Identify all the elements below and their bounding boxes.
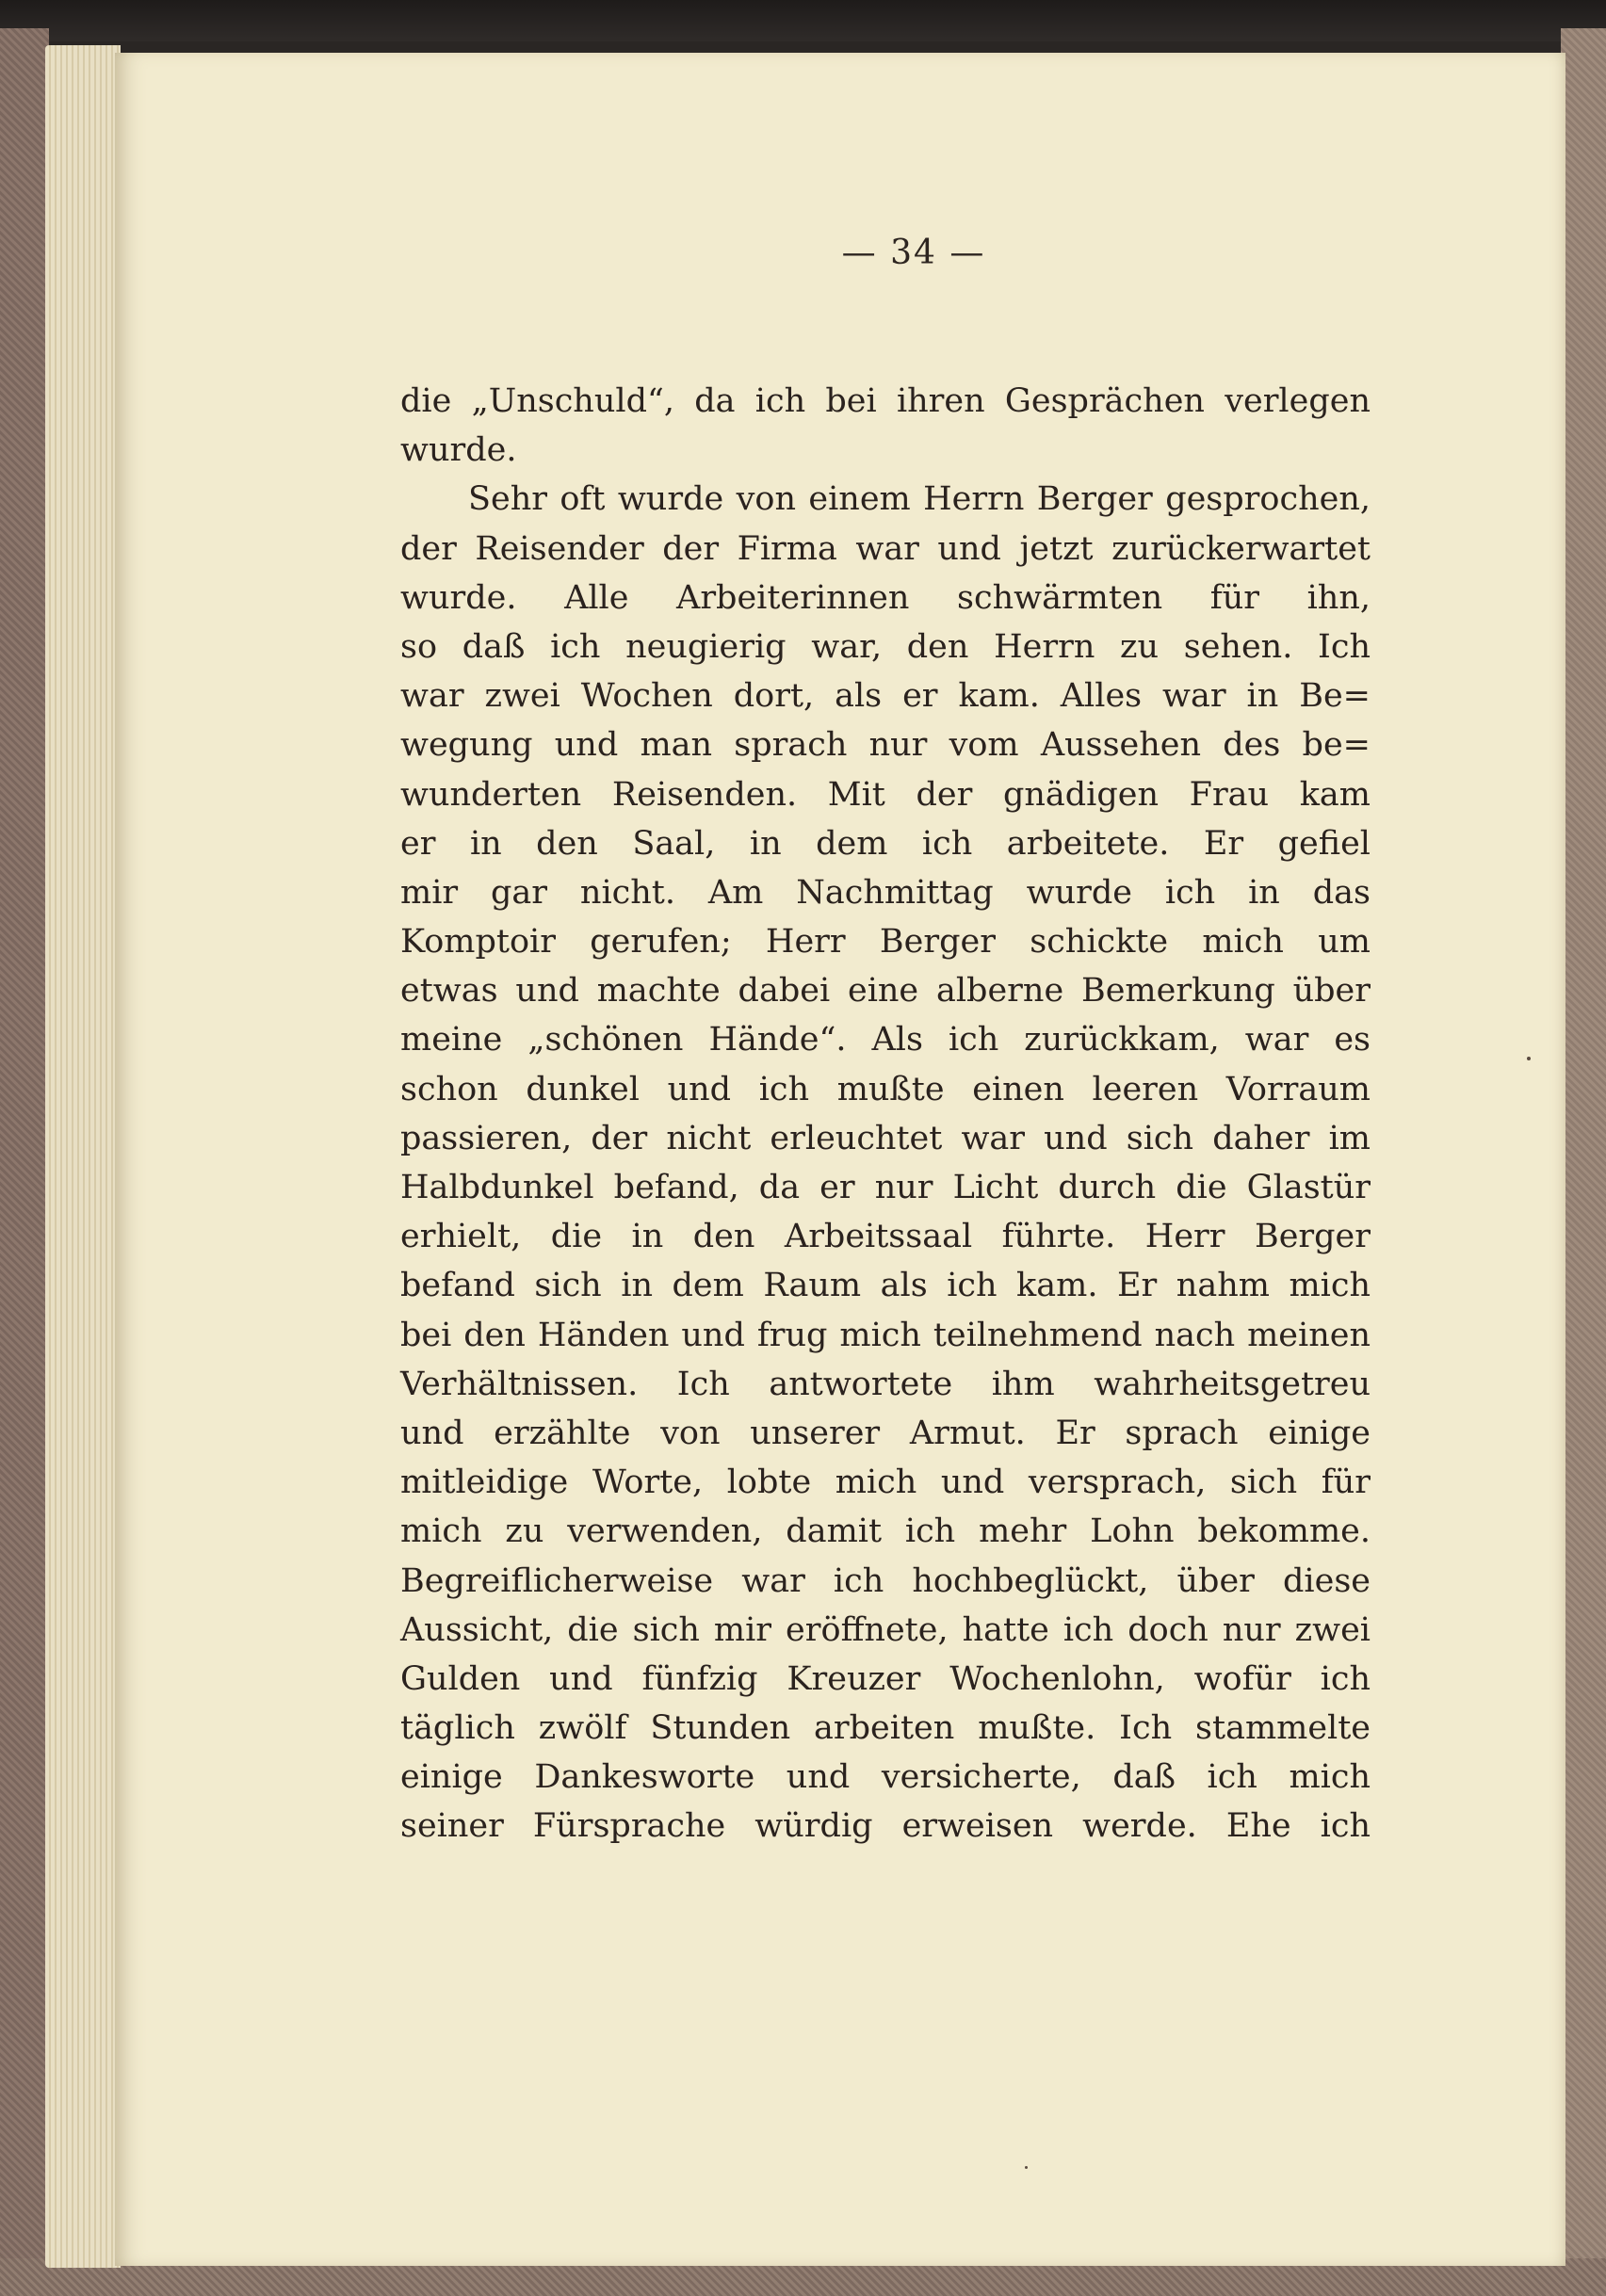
text-line: erhielt, die in den Arbeitssaal führte. Herr Berger [400,1218,1371,1256]
book-cover-right-edge [1561,28,1606,2296]
text-line: mitleidige Worte, lobte mich und versprach, sich für [400,1463,1371,1502]
text-line: und erzählte von unserer Armut. Er sprach einige [400,1414,1371,1452]
text-line: Aussicht, die sich mir eröffnete, hatte ich doch nur zwei [400,1610,1371,1649]
text-line: mir gar nicht. Am Nachmittag wurde ich in das [400,873,1371,912]
text-line: war zwei Wochen dort, als er kam. Alles war in Be= [400,677,1371,716]
text-line: seiner Fürsprache würdig erweisen werde. Ehe ich [400,1807,1371,1846]
text-line: wurde. [400,431,517,470]
text-line: Gulden und fünfzig Kreuzer Wochenlohn, wofür ich [400,1659,1371,1698]
text-line: die „Unschuld“, da ich bei ihren Gesprächen verlegen [400,382,1371,420]
page-edges [45,45,121,2268]
page-body-text [400,377,1371,1851]
text-line: passieren, der nicht erleuchtet war und sich daher im [400,1119,1371,1157]
text-line: wurde. Alle Arbeiterinnen schwärmten für ihn, [400,578,1371,617]
text-line: Halbdunkel befand, da er nur Licht durch die Glastür [400,1169,1371,1206]
text-line: der Reisender der Firma war und jetzt zurückerwartet [400,529,1371,568]
text-line: wegung und man sprach nur vom Aussehen des be= [400,726,1371,765]
book-cover-left-edge [0,28,49,2296]
text-line: etwas und machte dabei eine alberne Bemerkung über [400,972,1371,1011]
scanner-background [0,0,1606,41]
text-line: mich zu verwenden, damit ich mehr Lohn bekomme. [400,1512,1371,1551]
text-line: schon dunkel und ich mußte einen leeren Vorraum [400,1070,1371,1108]
paper-speck [1025,2166,1028,2169]
text-line: meine „schönen Hände“. Als ich zurückkam, war es [400,1021,1371,1059]
text-line: täglich zwölf Stunden arbeiten mußte. Ich stammelte [400,1709,1371,1748]
paper-speck [1527,1057,1531,1060]
text-line: wunderten Reisenden. Mit der gnädigen Frau kam [400,775,1371,814]
text-line: einige Dankesworte und versicherte, daß ich mich [400,1758,1371,1797]
text-line: so daß ich neugierig war, den Herrn zu sehen. Ich [400,627,1371,666]
text-line: Komptoir gerufen; Herr Berger schickte mich um [400,923,1371,962]
text-line: befand sich in dem Raum als ich kam. Er nahm mich [400,1267,1371,1305]
text-line: Sehr oft wurde von einem Herrn Berger gesprochen, [468,480,1371,519]
text-line: Verhältnissen. Ich antwortete ihm wahrheitsgetreu [400,1365,1371,1403]
text-line: er in den Saal, in dem ich arbeitete. Er gefiel [400,824,1371,863]
page-number: — 34 — [841,234,986,272]
text-line: bei den Händen und frug mich teilnehmend nach meinen [400,1316,1371,1354]
text-line: Begreiflicherweise war ich hochbeglückt, über diese [400,1561,1371,1600]
